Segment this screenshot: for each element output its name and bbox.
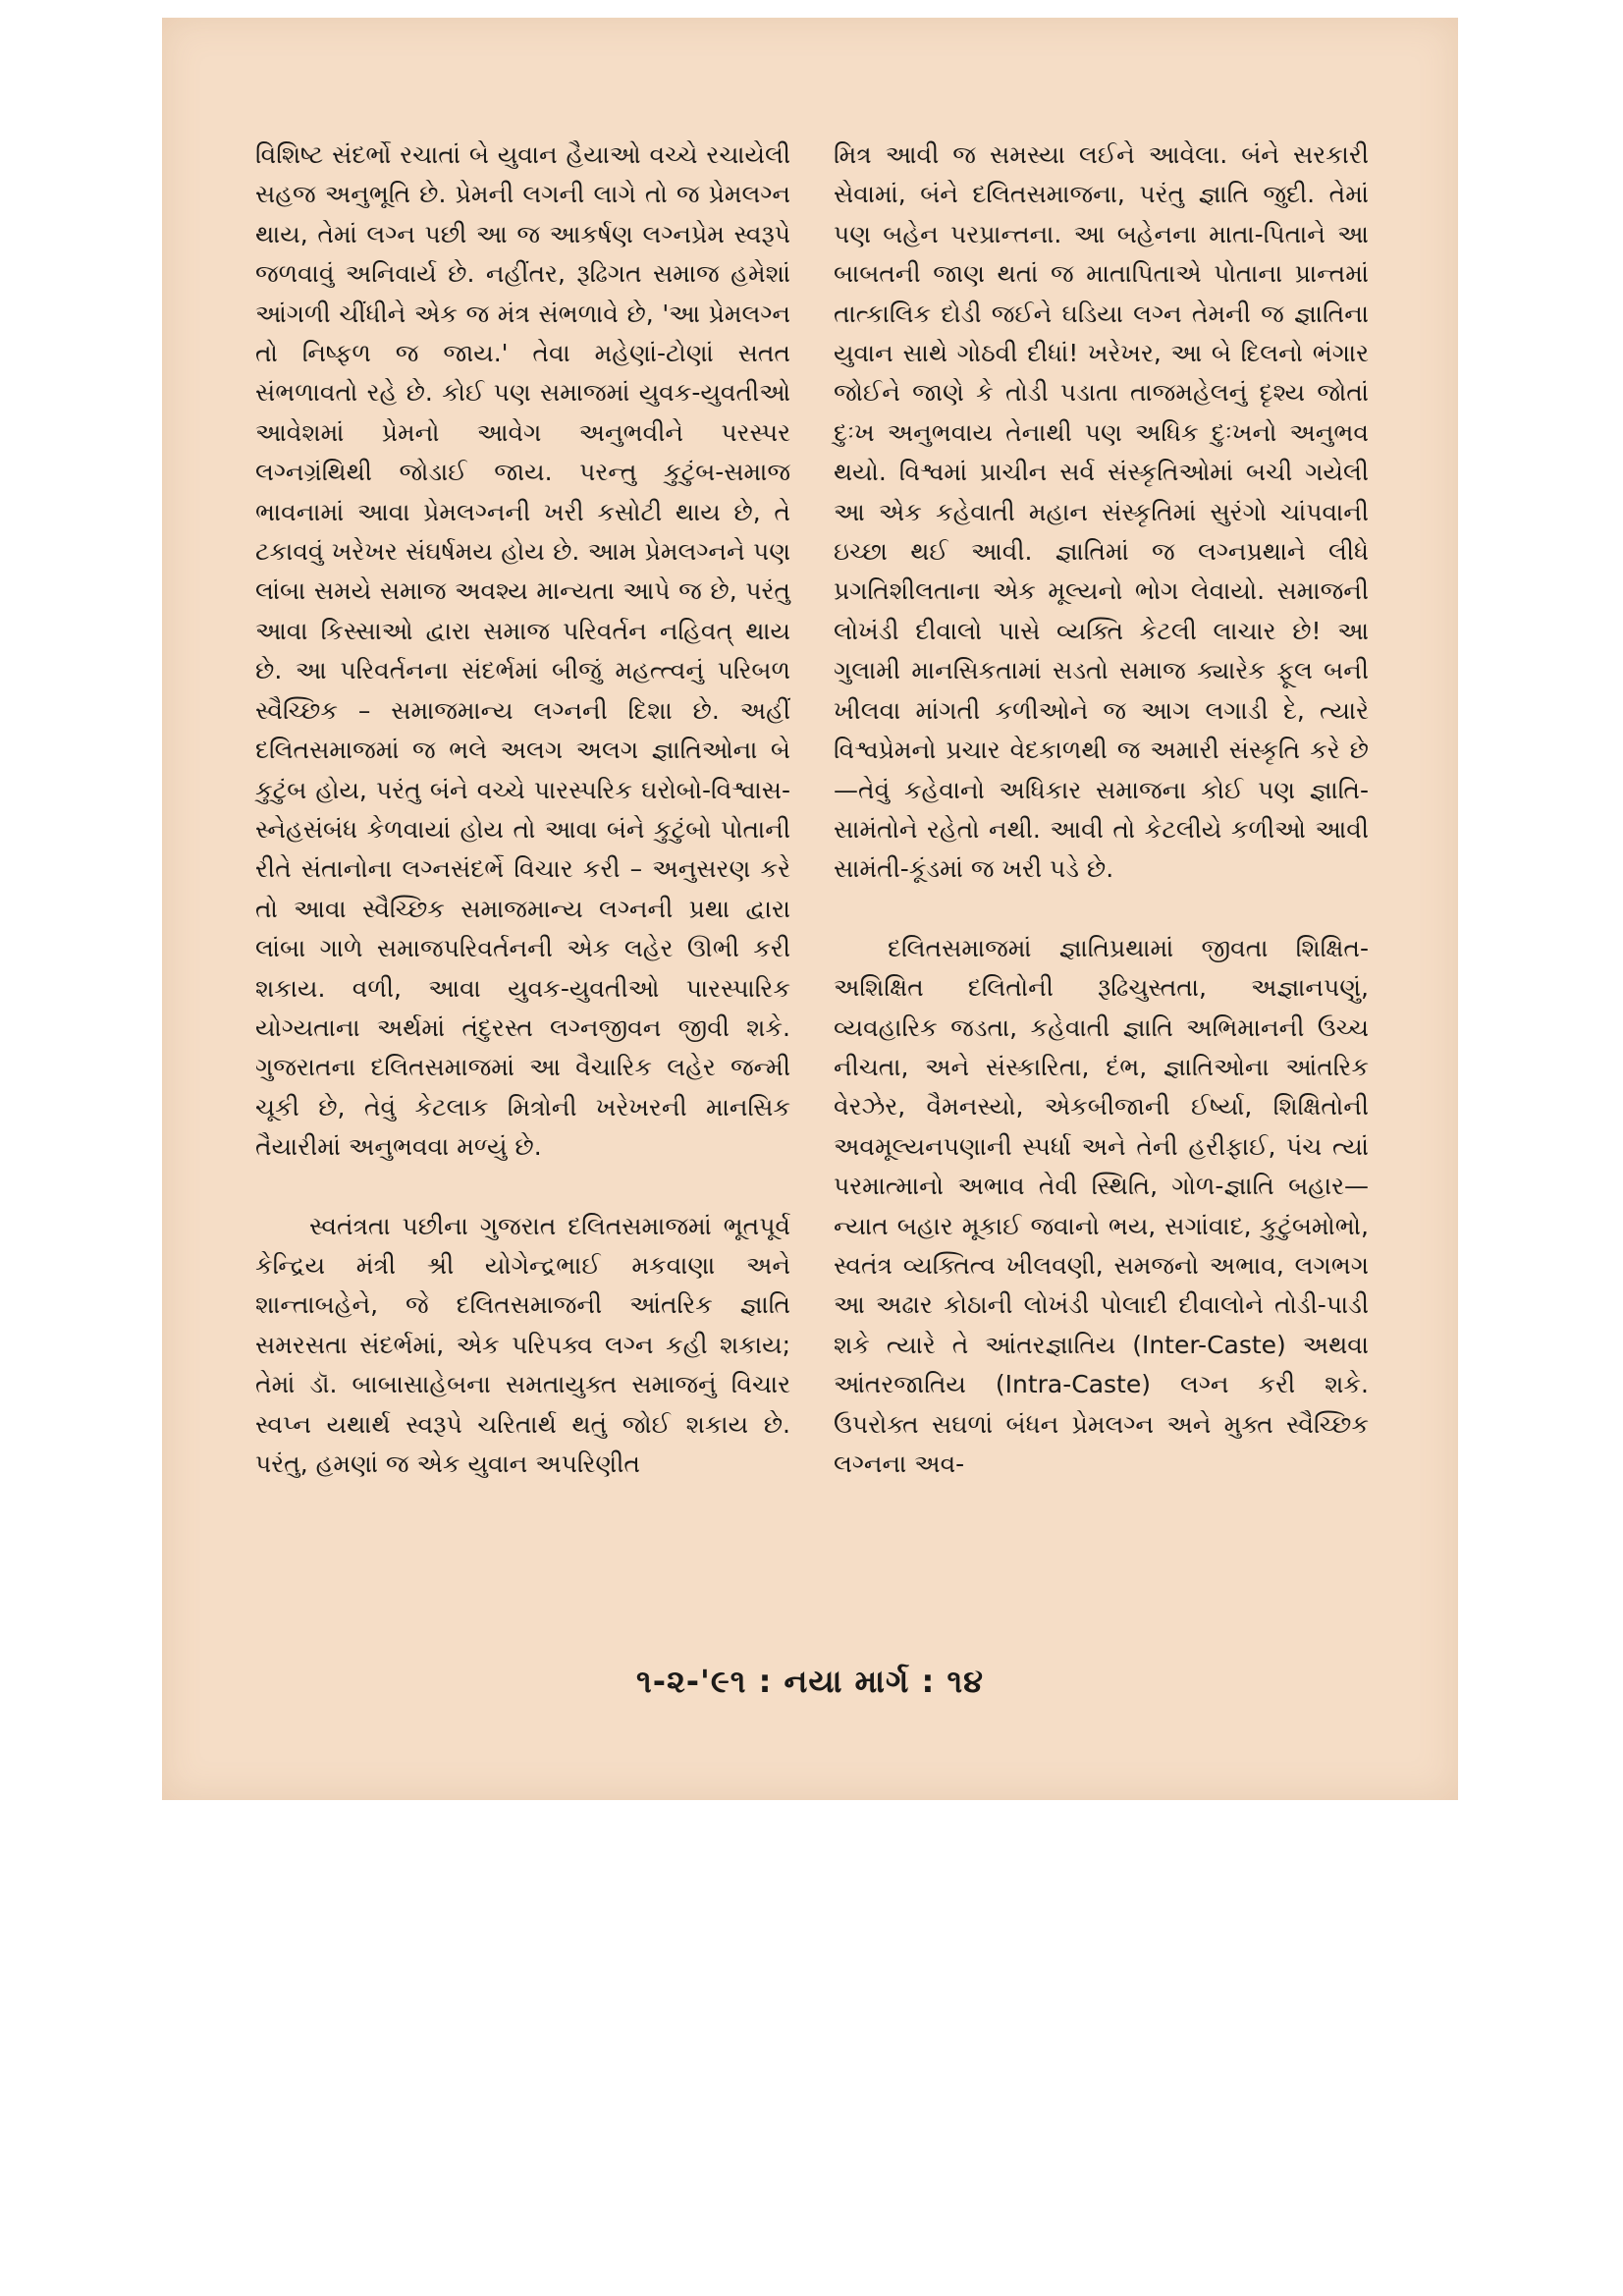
left-column [255, 136, 790, 1484]
right-column [834, 136, 1369, 1484]
magazine-page [162, 18, 1458, 1800]
paragraph: વિશિષ્ટ સંદર્ભો રચાતાં બે યુવાન હૈયાઓ વચ્ચે રચાયેલી સહજ અનુભૂતિ છે. પ્રેમની લગની લાગે તો જ પ્રેમલગ્ન થાય, તેમાં લગ્ન પછી આ જ આકર્ષણ લગ્નપ્રેમ સ્વરૂપે જળવાવું અનિવાર્ય છે. નહીંતર, રૂઢિગત સમાજ હમેશાં આંગળી ચીંધીને એક જ મંત્ર સંભળાવે છે, 'આ પ્રેમલગ્ન તો નિષ્ફળ જ જાય.' તેવા મહેણાં-ટોણાં સતત સંભળાવતો રહે છે. કોઈ પણ સમાજમાં યુવક-યુવતીઓ આવેશમાં પ્રેમનો આવેગ અનુભવીને પરસ્પર લગ્નગ્રંથિથી જોડાઈ જાય. પરન્તુ કુટુંબ-સમાજ ભાવનામાં આવા પ્રેમલગ્નની ખરી કસોટી થાય છે, તે ટકાવવું ખરેખર સંઘર્ષમય હોય છે. આમ પ્રેમલગ્નને પણ લાંબા સમયે સમાજ અવશ્ય માન્યતા આપે જ છે, પરંતુ આવા કિસ્સાઓ દ્વારા સમાજ પરિવર્તન નહિવત્ થાય છે. આ પરિવર્તનના સંદર્ભમાં બીજું મહત્ત્વનું પરિબળ સ્વૈચ્છિક – સમાજમાન્ય લગ્નની દિશા છે. અહીં દલિતસમાજમાં જ ભલે અલગ અલગ જ્ઞાતિઓના બે કુટુંબ હોય, પરંતુ બંને વચ્ચે પારસ્પરિક ઘરોબો-વિશ્વાસ-સ્નેહસંબંધ કેળવાયાં હોય તો આવા બંને કુટુંબો પોતાની રીતે સંતાનોના લગ્નસંદર્ભે વિચાર કરી – અનુસરણ કરે તો આવા સ્વૈચ્છિક સમાજમાન્ય લગ્નની પ્રથા દ્વારા લાંબા ગાળે સમાજપરિવર્તનની એક લહેર ઊભી કરી શકાય. વળી, આવા યુવક-યુવતીઓ પારસ્પારિક યોગ્યતાના અર્થમાં તંદુરસ્ત લગ્નજીવન જીવી શકે. ગુજરાતના દલિતસમાજમાં આ વૈચારિક લહેર જન્મી ચૂકી છે, તેવું કેટલાક મિત્રોની ખરેખરની માનસિક તૈયારીમાં અનુભવવા મળ્યું છે. [255, 140, 790, 1162]
paragraph: દલિતસમાજમાં જ્ઞાતિપ્રથામાં જીવતા શિક્ષિત-અશિક્ષિત દલિતોની રૂઢિચુસ્તતા, અજ્ઞાનપણું, વ્યવહારિક જડતા, કહેવાતી જ્ઞાતિ અભિમાનની ઉચ્ચ નીચતા, અને સંસ્કારિતા, દંભ, જ્ઞાતિઓના આંતરિક વેરઝેર, વૈમનસ્યો, એકબીજાની ઈર્ષ્યા, શિક્ષિતોની અવમૂલ્યનપણાની સ્પર્ધા અને તેની હરીફાઈ, પંચ ત્યાં પરમાત્માનો અભાવ તેવી સ્થિતિ, ગોળ-જ્ઞાતિ બહાર—ન્યાત બહાર મૂકાઈ જવાનો ભય, સગાંવાદ, કુટુંબમોભો, સ્વતંત્ર વ્યક્તિત્વ ખીલવણી, સમજનો અભાવ, લગભગ આ અઢાર કોઠાની લોખંડી પોલાદી દીવાલોને તોડી-પાડી શકે ત્યારે તે આંતરજ્ઞાતિય (Inter-Caste) અથવા આંતરજાતિય (Intra-Caste) લગ્ન કરી શકે. ઉપરોક્ત સઘળાં બંધન પ્રેમલગ્ન અને મુક્ત સ્વૈચ્છિક લગ્નના અવ- [834, 933, 1369, 1478]
paragraph: મિત્ર આવી જ સમસ્યા લઈને આવેલા. બંને સરકારી સેવામાં, બંને દલિતસમાજના, પરંતુ જ્ઞાતિ જુદી. તેમાં પણ બહેન પરપ્રાન્તના. આ બહેનના માતા-પિતાને આ બાબતની જાણ થતાં જ માતાપિતાએ પોતાના પ્રાન્તમાં તાત્કાલિક દોડી જઈને ઘડિયા લગ્ન તેમની જ જ્ઞાતિના યુવાન સાથે ગોઠવી દીધાં! ખરેખર, આ બે દિલનો ભંગાર જોઈને જાણે કે તોડી પડાતા તાજમહેલનું દૃશ્ય જોતાં દુઃખ અનુભવાય તેનાથી પણ અધિક દુઃખનો અનુભવ થયો. વિશ્વમાં પ્રાચીન સર્વ સંસ્કૃતિઓમાં બચી ગયેલી આ એક કહેવાતી મહાન સંસ્કૃતિમાં સુરંગો ચાંપવાની ઇચ્છા થઈ આવી. જ્ઞાતિમાં જ લગ્નપ્રથાને લીધે પ્રગતિશીલતાના એક મૂલ્યનો ભોગ લેવાયો. સમાજની લોખંડી દીવાલો પાસે વ્યક્તિ કેટલી લાચાર છે! આ ગુલામી માનસિકતામાં સડતો સમાજ ક્યારેક ફૂલ બની ખીલવા માંગતી કળીઓને જ આગ લગાડી દે, ત્યારે વિશ્વપ્રેમનો પ્રચાર વેદકાળથી જ અમારી સંસ્કૃતિ કરે છે—તેવું કહેવાનો અધિકાર સમાજના કોઈ પણ જ્ઞાતિ-સામંતોને રહેતો નથી. આવી તો કેટલીયે કળીઓ આવી સામંતી-કૂંડમાં જ ખરી પડે છે. [834, 140, 1369, 884]
paragraph: સ્વતંત્રતા પછીના ગુજરાત દલિતસમાજમાં ભૂતપૂર્વ કેન્દ્રિય મંત્રી શ્રી યોગેન્દ્રભાઈ મકવાણા અને શાન્તાબહેને, જે દલિતસમાજની આંતરિક જ્ઞાતિ સમરસતા સંદર્ભમાં, એક પરિપક્વ લગ્ન કહી શકાય; તેમાં ડૉ. બાબાસાહેબના સમતાયુક્ત સમાજનું વિચાર સ્વપ્ન યથાર્થ સ્વરૂપે ચરિતાર્થ થતું જોઈ શકાય છે. પરંતુ, હમણાં જ એક યુવાન અપરિણીત [255, 1211, 790, 1478]
page-footer: ૧-૨-'૯૧ : નયા માર્ગ : ૧૪ [636, 1663, 984, 1700]
